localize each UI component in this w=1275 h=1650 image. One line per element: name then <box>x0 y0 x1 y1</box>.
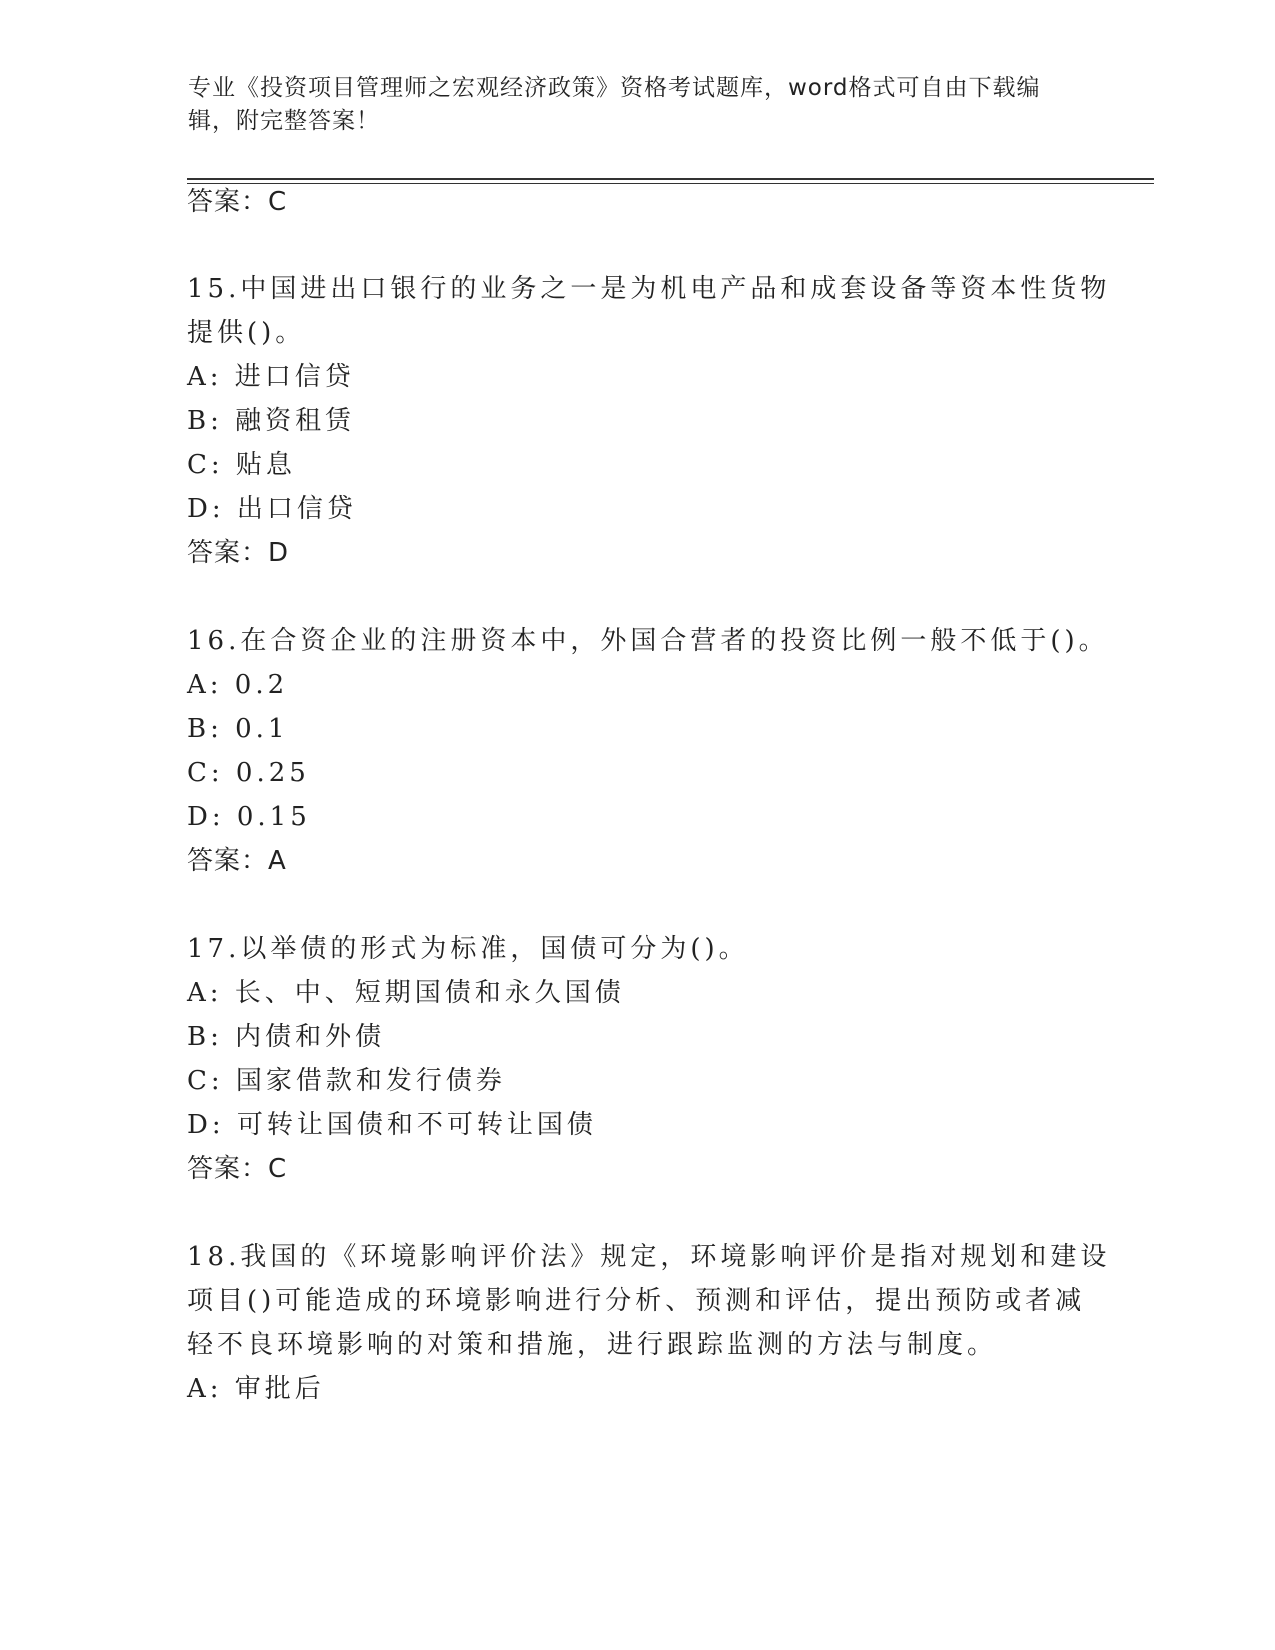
question-stem-line: 15.中国进出口银行的业务之一是为机电产品和成套设备等资本性货物 <box>187 274 1111 304</box>
document-header: 专业《投资项目管理师之宏观经济政策》资格考试题库，word格式可自由下载编辑，附完整答案！ <box>188 75 1041 134</box>
option-b: B: 内债和外债 <box>187 1022 386 1052</box>
question-stem-line: 提供()。 <box>187 318 306 348</box>
answer-line: 答案：C <box>187 187 288 217</box>
header-divider-thick <box>187 178 1154 180</box>
answer-line: 答案：C <box>187 1154 288 1184</box>
header-divider-thin <box>187 183 1154 184</box>
option-d: D: 出口信贷 <box>187 494 357 524</box>
option-d: D: 可转让国债和不可转让国债 <box>187 1110 597 1140</box>
answer-line: 答案：D <box>187 538 290 568</box>
question-stem-line: 18.我国的《环境影响评价法》规定，环境影响评价是指对规划和建设 <box>187 1242 1111 1272</box>
option-a: A: 进口信贷 <box>187 362 355 392</box>
option-c: C: 贴息 <box>187 450 296 480</box>
option-a: A: 长、中、短期国债和永久国债 <box>187 978 625 1008</box>
question-stem-line: 轻不良环境影响的对策和措施，进行跟踪监测的方法与制度。 <box>187 1330 998 1360</box>
option-c: C: 0.25 <box>187 758 310 788</box>
answer-line: 答案：A <box>187 846 287 876</box>
option-c: C: 国家借款和发行债券 <box>187 1066 506 1096</box>
option-b: B: 0.1 <box>187 714 289 744</box>
option-d: D: 0.15 <box>187 802 311 832</box>
option-a: A: 0.2 <box>187 670 289 700</box>
option-b: B: 融资租赁 <box>187 406 356 436</box>
option-a: A: 审批后 <box>187 1374 325 1404</box>
question-stem-line: 项目()可能造成的环境影响进行分析、预测和评估，提出预防或者减 <box>187 1286 1086 1316</box>
question-stem-line: 16.在合资企业的注册资本中，外国合营者的投资比例一般不低于()。 <box>187 626 1109 656</box>
question-stem-line: 17.以举债的形式为标准，国债可分为()。 <box>187 934 749 964</box>
